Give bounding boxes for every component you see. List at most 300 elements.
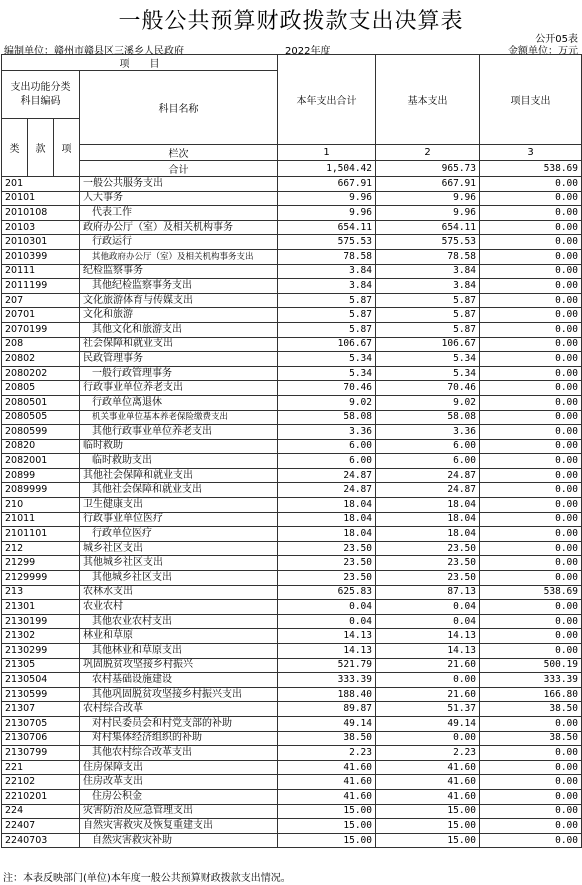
row-code: 212	[2, 541, 80, 556]
row-total: 5.34	[278, 352, 376, 367]
row-total: 38.50	[278, 731, 376, 746]
row-code: 21299	[2, 556, 80, 571]
total-row-label: 合计	[80, 161, 278, 177]
row-name: 住房改革支出	[80, 775, 278, 790]
row-name: 行政运行	[80, 235, 278, 250]
row-basic: 5.34	[376, 366, 480, 381]
row-code: 208	[2, 337, 80, 352]
row-total: 625.83	[278, 585, 376, 600]
row-total: 9.96	[278, 191, 376, 206]
row-total: 6.00	[278, 439, 376, 454]
row-basic: 2.23	[376, 746, 480, 761]
row-basic: 51.37	[376, 702, 480, 717]
row-total: 3.84	[278, 279, 376, 294]
row-total: 70.46	[278, 381, 376, 396]
row-code: 2080202	[2, 366, 80, 381]
row-project: 0.00	[480, 206, 582, 221]
row-project: 0.00	[480, 614, 582, 629]
row-total: 3.84	[278, 264, 376, 279]
row-basic: 87.13	[376, 585, 480, 600]
row-basic: 78.58	[376, 249, 480, 264]
row-total: 5.34	[278, 366, 376, 381]
header-total: 本年支出合计	[278, 55, 376, 145]
row-total: 58.08	[278, 410, 376, 425]
expenditure-table	[1, 54, 582, 848]
total-row-total: 1,504.42	[278, 161, 376, 177]
row-project: 0.00	[480, 235, 582, 250]
table-row	[2, 381, 582, 396]
row-total: 9.02	[278, 395, 376, 410]
table-row	[2, 352, 582, 367]
row-basic: 15.00	[376, 833, 480, 848]
row-total: 78.58	[278, 249, 376, 264]
row-total: 89.87	[278, 702, 376, 717]
row-basic: 23.50	[376, 571, 480, 586]
row-basic: 41.60	[376, 775, 480, 790]
row-total: 49.14	[278, 716, 376, 731]
row-name: 农村基础设施建设	[80, 673, 278, 688]
row-basic: 18.04	[376, 498, 480, 513]
row-project: 0.00	[480, 177, 582, 192]
table-row	[2, 235, 582, 250]
row-project: 0.00	[480, 410, 582, 425]
table-row	[2, 498, 582, 513]
row-total: 2.23	[278, 746, 376, 761]
row-code: 2129999	[2, 571, 80, 586]
row-basic: 21.60	[376, 658, 480, 673]
row-name: 机关事业单位基本养老保险缴费支出	[80, 410, 278, 425]
row-code: 2080501	[2, 395, 80, 410]
row-project: 38.50	[480, 731, 582, 746]
row-total: 575.53	[278, 235, 376, 250]
row-project: 500.19	[480, 658, 582, 673]
row-project: 0.00	[480, 337, 582, 352]
row-name: 对村集体经济组织的补助	[80, 731, 278, 746]
row-code: 20101	[2, 191, 80, 206]
row-project: 0.00	[480, 833, 582, 848]
row-project: 0.00	[480, 366, 582, 381]
row-code: 2210201	[2, 789, 80, 804]
row-code: 2130706	[2, 731, 80, 746]
row-total: 15.00	[278, 804, 376, 819]
row-total: 23.50	[278, 556, 376, 571]
table-row	[2, 687, 582, 702]
row-name: 行政事业单位医疗	[80, 512, 278, 527]
row-basic: 9.02	[376, 395, 480, 410]
row-total: 6.00	[278, 454, 376, 469]
row-basic: 14.13	[376, 644, 480, 659]
table-row	[2, 395, 582, 410]
row-code: 20802	[2, 352, 80, 367]
row-name: 其他社会保障和就业支出	[80, 468, 278, 483]
money-unit: 金额单位：万元	[508, 46, 578, 57]
row-name: 临时救助支出	[80, 454, 278, 469]
row-code: 210	[2, 498, 80, 513]
row-name: 一般行政管理事务	[80, 366, 278, 381]
row-project: 0.00	[480, 644, 582, 659]
table-row	[2, 439, 582, 454]
row-project: 0.00	[480, 775, 582, 790]
row-code: 2010301	[2, 235, 80, 250]
table-row	[2, 322, 582, 337]
row-name: 对村民委员会和村党支部的补助	[80, 716, 278, 731]
row-project: 0.00	[480, 556, 582, 571]
row-project: 0.00	[480, 293, 582, 308]
row-project: 0.00	[480, 249, 582, 264]
table-row	[2, 191, 582, 206]
report-title: 一般公共预算财政拨款支出决算表	[118, 9, 464, 34]
row-project: 0.00	[480, 468, 582, 483]
row-project: 0.00	[480, 352, 582, 367]
table-row	[2, 760, 582, 775]
row-project: 0.00	[480, 191, 582, 206]
table-row	[2, 293, 582, 308]
row-code: 21301	[2, 600, 80, 615]
table-row	[2, 804, 582, 819]
row-name: 自然灾害救灾及恢复重建支出	[80, 819, 278, 834]
row-basic: 15.00	[376, 804, 480, 819]
row-project: 333.39	[480, 673, 582, 688]
row-code: 2130599	[2, 687, 80, 702]
row-name: 文化旅游体育与传媒支出	[80, 293, 278, 308]
row-code: 21305	[2, 658, 80, 673]
table-row	[2, 454, 582, 469]
row-total: 24.87	[278, 483, 376, 498]
row-name: 其他文化和旅游支出	[80, 322, 278, 337]
row-name: 纪检监察事务	[80, 264, 278, 279]
row-code: 2070199	[2, 322, 80, 337]
row-name: 其他巩固脱贫攻坚接乡村振兴支出	[80, 687, 278, 702]
row-code: 2130299	[2, 644, 80, 659]
compiling-unit: 编制单位：赣州市赣县区三溪乡人民政府	[4, 46, 184, 57]
table-row	[2, 775, 582, 790]
row-project: 0.00	[480, 804, 582, 819]
row-code: 2080599	[2, 425, 80, 440]
row-basic: 21.60	[376, 687, 480, 702]
row-name: 农业农村	[80, 600, 278, 615]
row-total: 24.87	[278, 468, 376, 483]
row-code: 22407	[2, 819, 80, 834]
row-name: 其他纪检监察事务支出	[80, 279, 278, 294]
row-name: 巩固脱贫攻坚接乡村振兴	[80, 658, 278, 673]
row-project: 0.00	[480, 308, 582, 323]
row-name: 人大事务	[80, 191, 278, 206]
row-total: 333.39	[278, 673, 376, 688]
row-code: 20103	[2, 220, 80, 235]
row-basic: 0.04	[376, 614, 480, 629]
row-name: 其他农业农村支出	[80, 614, 278, 629]
row-project: 0.00	[480, 819, 582, 834]
row-basic: 0.00	[376, 731, 480, 746]
row-total: 9.96	[278, 206, 376, 221]
fiscal-year: 2022年度	[285, 46, 331, 57]
row-name: 自然灾害救灾补助	[80, 833, 278, 848]
form-number: 公开05表	[535, 34, 578, 45]
row-basic: 0.04	[376, 600, 480, 615]
row-name: 社会保障和就业支出	[80, 337, 278, 352]
row-code: 2010108	[2, 206, 80, 221]
row-basic: 5.87	[376, 293, 480, 308]
row-code: 2130799	[2, 746, 80, 761]
table-row	[2, 541, 582, 556]
row-total: 23.50	[278, 541, 376, 556]
row-code: 21011	[2, 512, 80, 527]
row-project: 0.00	[480, 425, 582, 440]
table-row	[2, 644, 582, 659]
row-project: 0.00	[480, 527, 582, 542]
row-project: 538.69	[480, 585, 582, 600]
table-row	[2, 571, 582, 586]
row-name: 灾害防治及应急管理支出	[80, 804, 278, 819]
row-basic: 23.50	[376, 556, 480, 571]
row-basic: 9.96	[376, 191, 480, 206]
row-project: 38.50	[480, 702, 582, 717]
row-basic: 70.46	[376, 381, 480, 396]
row-project: 0.00	[480, 381, 582, 396]
row-name: 林业和草原	[80, 629, 278, 644]
row-total: 15.00	[278, 819, 376, 834]
row-name: 其他行政事业单位养老支出	[80, 425, 278, 440]
table-row	[2, 410, 582, 425]
row-code: 2130504	[2, 673, 80, 688]
table-row	[2, 206, 582, 221]
row-code: 224	[2, 804, 80, 819]
row-basic: 41.60	[376, 789, 480, 804]
row-basic: 6.00	[376, 439, 480, 454]
row-code: 21307	[2, 702, 80, 717]
table-row	[2, 746, 582, 761]
table-row	[2, 600, 582, 615]
table-row	[2, 731, 582, 746]
row-basic: 15.00	[376, 819, 480, 834]
row-basic: 24.87	[376, 483, 480, 498]
table-row	[2, 279, 582, 294]
row-code: 2010399	[2, 249, 80, 264]
row-project: 166.80	[480, 687, 582, 702]
row-total: 3.36	[278, 425, 376, 440]
row-code: 201	[2, 177, 80, 192]
row-name: 行政单位医疗	[80, 527, 278, 542]
row-basic: 5.34	[376, 352, 480, 367]
row-code: 20111	[2, 264, 80, 279]
table-row	[2, 527, 582, 542]
row-code: 2130705	[2, 716, 80, 731]
row-total: 23.50	[278, 571, 376, 586]
row-project: 0.00	[480, 439, 582, 454]
row-code: 20820	[2, 439, 80, 454]
row-total: 18.04	[278, 527, 376, 542]
row-project: 0.00	[480, 541, 582, 556]
row-name: 行政事业单位养老支出	[80, 381, 278, 396]
row-code: 2089999	[2, 483, 80, 498]
table-row	[2, 585, 582, 600]
row-total: 667.91	[278, 177, 376, 192]
row-basic: 49.14	[376, 716, 480, 731]
table-row	[2, 468, 582, 483]
row-total: 5.87	[278, 308, 376, 323]
row-total: 5.87	[278, 322, 376, 337]
row-project: 0.00	[480, 322, 582, 337]
row-project: 0.00	[480, 600, 582, 615]
row-basic: 3.84	[376, 264, 480, 279]
table-row	[2, 483, 582, 498]
row-basic: 3.36	[376, 425, 480, 440]
row-basic: 9.96	[376, 206, 480, 221]
row-name: 文化和旅游	[80, 308, 278, 323]
row-basic: 18.04	[376, 527, 480, 542]
row-total: 0.04	[278, 600, 376, 615]
row-name: 临时救助	[80, 439, 278, 454]
table-row	[2, 673, 582, 688]
row-code: 22102	[2, 775, 80, 790]
row-total: 41.60	[278, 775, 376, 790]
row-total: 188.40	[278, 687, 376, 702]
header-lei: 类	[2, 119, 28, 177]
row-name: 其他林业和草原支出	[80, 644, 278, 659]
row-project: 0.00	[480, 746, 582, 761]
row-project: 0.00	[480, 716, 582, 731]
footnote: 注：本表反映部门(单位)本年度一般公共预算财政拨款支出情况。	[3, 873, 291, 884]
row-name: 代表工作	[80, 206, 278, 221]
header-basic: 基本支出	[376, 55, 480, 145]
header-project: 项目支出	[480, 55, 582, 145]
row-total: 18.04	[278, 512, 376, 527]
row-code: 2011199	[2, 279, 80, 294]
row-name: 农林水支出	[80, 585, 278, 600]
table-row	[2, 629, 582, 644]
row-project: 0.00	[480, 220, 582, 235]
row-code: 221	[2, 760, 80, 775]
table-row	[2, 308, 582, 323]
table-row	[2, 220, 582, 235]
row-name: 一般公共服务支出	[80, 177, 278, 192]
row-name: 其他农村综合改革支出	[80, 746, 278, 761]
col-index-2: 2	[376, 145, 480, 161]
row-name: 其他城乡社区支出	[80, 556, 278, 571]
row-total: 41.60	[278, 760, 376, 775]
row-basic: 5.87	[376, 322, 480, 337]
row-project: 0.00	[480, 571, 582, 586]
row-name: 民政管理事务	[80, 352, 278, 367]
row-name: 住房公积金	[80, 789, 278, 804]
row-code: 20899	[2, 468, 80, 483]
row-basic: 667.91	[376, 177, 480, 192]
row-project: 0.00	[480, 498, 582, 513]
row-name: 政府办公厅（室）及相关机构事务	[80, 220, 278, 235]
row-code: 2240703	[2, 833, 80, 848]
row-basic: 5.87	[376, 308, 480, 323]
row-code: 2130199	[2, 614, 80, 629]
header-lanci: 栏次	[80, 145, 278, 161]
total-row-project: 538.69	[480, 161, 582, 177]
row-basic: 41.60	[376, 760, 480, 775]
row-basic: 18.04	[376, 512, 480, 527]
table-row	[2, 264, 582, 279]
row-basic: 575.53	[376, 235, 480, 250]
table-row	[2, 425, 582, 440]
row-total: 15.00	[278, 833, 376, 848]
row-basic: 3.84	[376, 279, 480, 294]
row-project: 0.00	[480, 279, 582, 294]
row-code: 2080505	[2, 410, 80, 425]
table-row	[2, 177, 582, 192]
row-project: 0.00	[480, 454, 582, 469]
row-code: 2101101	[2, 527, 80, 542]
table-row	[2, 819, 582, 834]
row-name: 住房保障支出	[80, 760, 278, 775]
table-row	[2, 789, 582, 804]
table-row	[2, 716, 582, 731]
row-project: 0.00	[480, 483, 582, 498]
header-name: 科目名称	[80, 71, 278, 145]
table-row	[2, 337, 582, 352]
header-code: 支出功能分类 科目编码	[2, 71, 80, 119]
row-name: 城乡社区支出	[80, 541, 278, 556]
table-row	[2, 512, 582, 527]
table-row	[2, 249, 582, 264]
row-project: 0.00	[480, 395, 582, 410]
row-project: 0.00	[480, 760, 582, 775]
table-row	[2, 556, 582, 571]
row-code: 21302	[2, 629, 80, 644]
row-name: 卫生健康支出	[80, 498, 278, 513]
row-basic: 654.11	[376, 220, 480, 235]
table-row	[2, 833, 582, 848]
row-name: 农村综合改革	[80, 702, 278, 717]
total-row-basic: 965.73	[376, 161, 480, 177]
row-total: 14.13	[278, 629, 376, 644]
row-total: 18.04	[278, 498, 376, 513]
row-total: 654.11	[278, 220, 376, 235]
row-project: 0.00	[480, 512, 582, 527]
row-project: 0.00	[480, 264, 582, 279]
col-index-1: 1	[278, 145, 376, 161]
row-basic: 23.50	[376, 541, 480, 556]
table-row	[2, 614, 582, 629]
row-basic: 14.13	[376, 629, 480, 644]
row-name: 其他社会保障和就业支出	[80, 483, 278, 498]
col-index-3: 3	[480, 145, 582, 161]
row-basic: 6.00	[376, 454, 480, 469]
row-basic: 0.00	[376, 673, 480, 688]
row-name: 行政单位离退休	[80, 395, 278, 410]
row-basic: 24.87	[376, 468, 480, 483]
row-code: 20805	[2, 381, 80, 396]
row-code: 2082001	[2, 454, 80, 469]
row-name: 其他城乡社区支出	[80, 571, 278, 586]
table-row	[2, 366, 582, 381]
row-basic: 106.67	[376, 337, 480, 352]
row-code: 20701	[2, 308, 80, 323]
row-project: 0.00	[480, 629, 582, 644]
row-name: 其他政府办公厅（室）及相关机构事务支出	[80, 249, 278, 264]
row-total: 106.67	[278, 337, 376, 352]
row-total: 521.79	[278, 658, 376, 673]
table-body	[2, 177, 582, 848]
row-code: 207	[2, 293, 80, 308]
row-total: 5.87	[278, 293, 376, 308]
row-total: 0.04	[278, 614, 376, 629]
header-item-group: 项 目	[2, 55, 278, 71]
row-total: 41.60	[278, 789, 376, 804]
row-project: 0.00	[480, 789, 582, 804]
table-row	[2, 702, 582, 717]
row-code: 213	[2, 585, 80, 600]
header-xiang: 项	[54, 119, 80, 177]
row-total: 14.13	[278, 644, 376, 659]
table-row	[2, 658, 582, 673]
header-kuan: 款	[28, 119, 54, 177]
